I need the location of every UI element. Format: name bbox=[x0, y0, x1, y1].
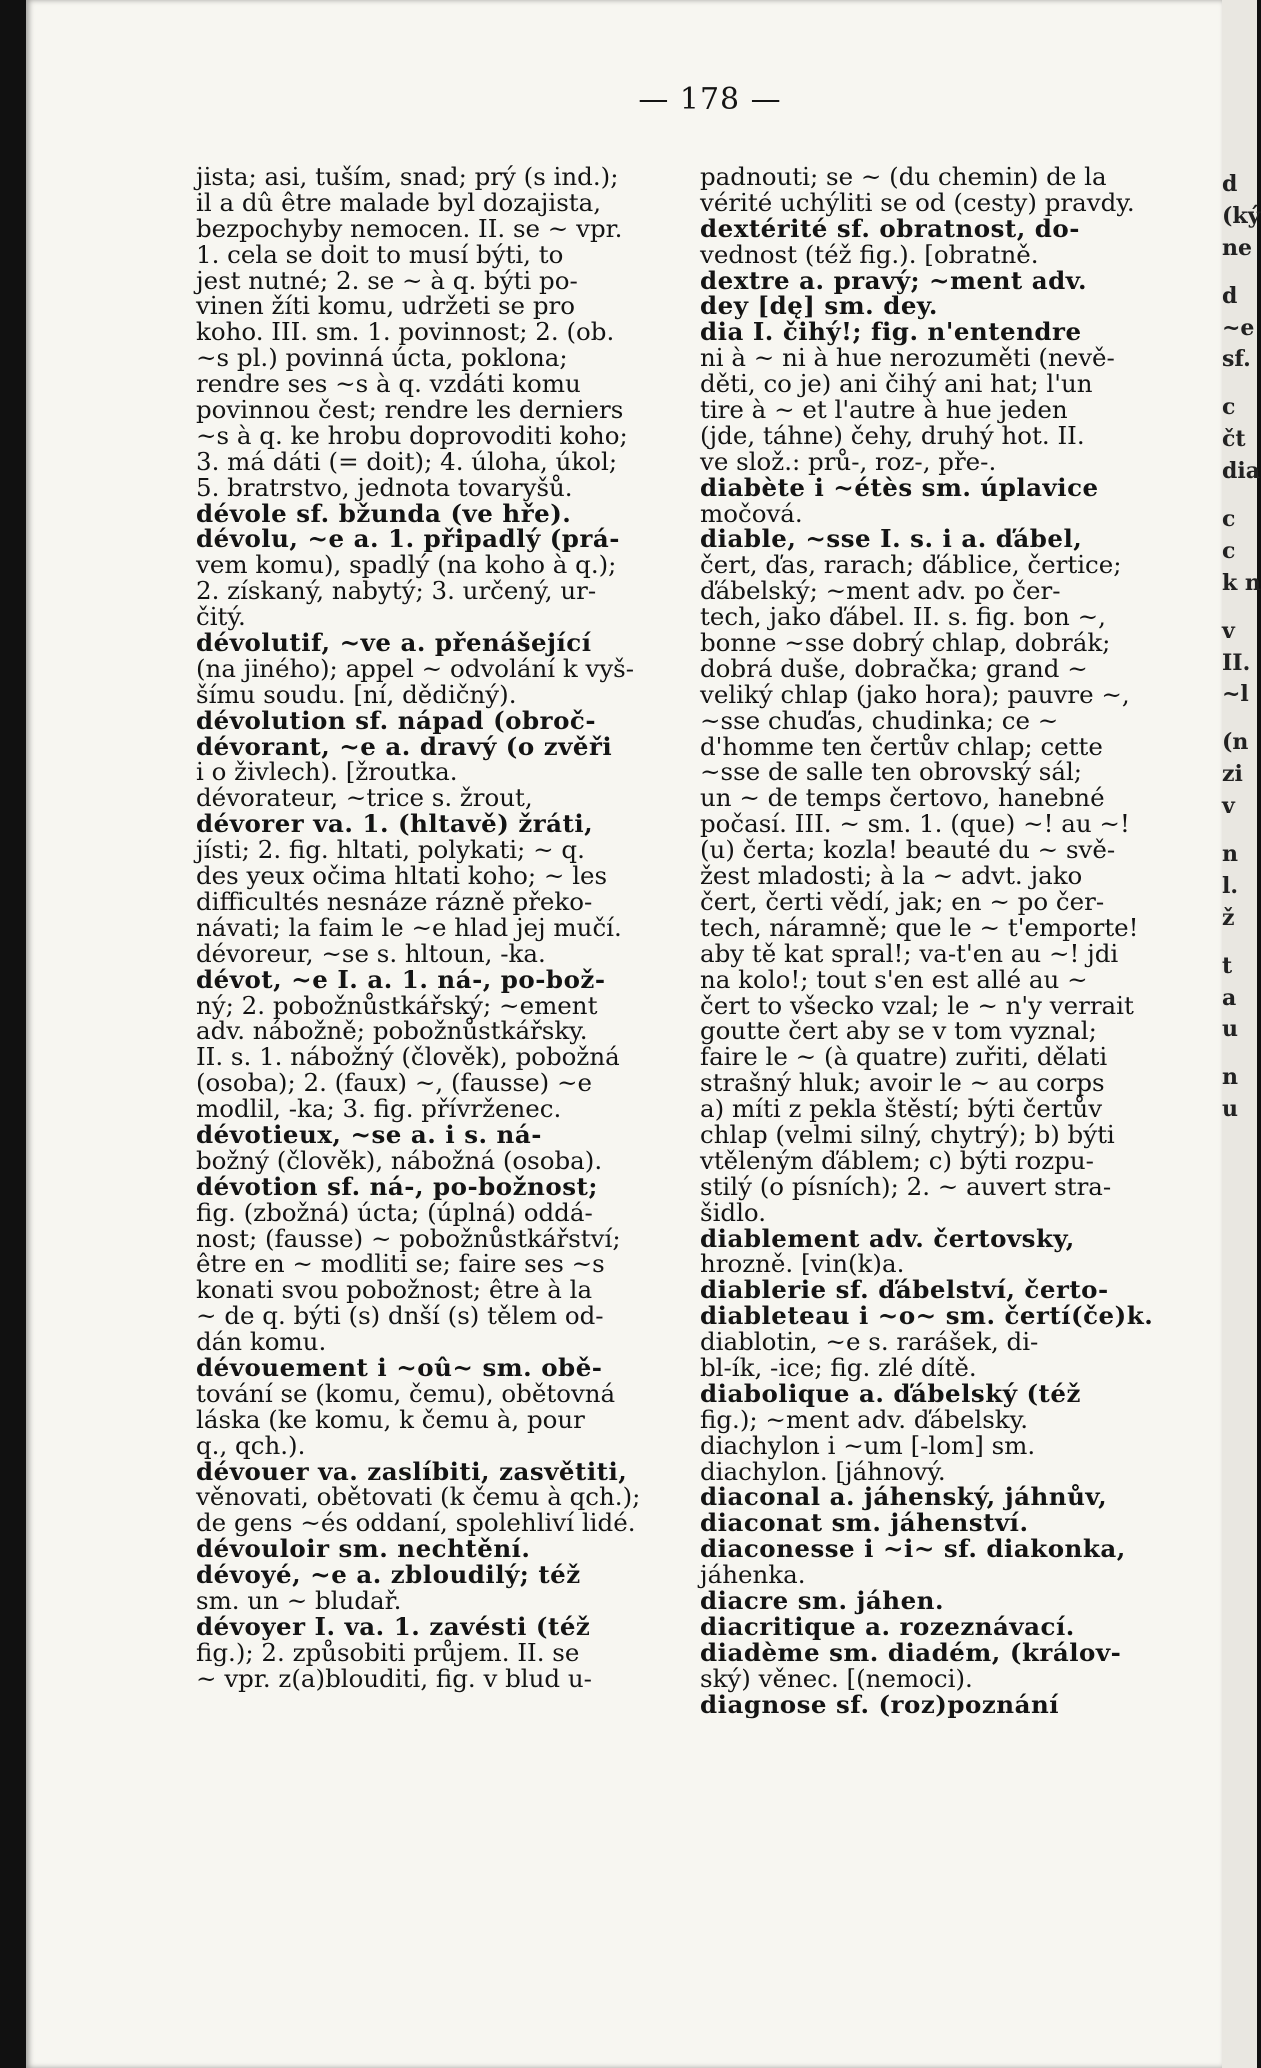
text-line: konati svou pobožnost; être à la bbox=[196, 1275, 593, 1305]
text-line: ~s pl.) povinná úcta, poklona; bbox=[196, 343, 568, 373]
text-line: návati; la faim le ~e hlad jej mučí. bbox=[196, 912, 622, 942]
text-line: dey [dę] sm. dey. bbox=[700, 291, 938, 321]
text-line: diablement adv. čertovsky, bbox=[700, 1223, 1075, 1253]
text-line: vednost (též fig.). [obratně. bbox=[700, 239, 1039, 269]
text-line: diadème sm. diadém, (králov- bbox=[700, 1637, 1122, 1667]
text-line: tech, náramně; que le ~ t'emporte! bbox=[700, 912, 1139, 942]
text-line: dévorateur, ~trice s. žrout, bbox=[196, 783, 533, 813]
right-column bbox=[700, 164, 1180, 1717]
text-line: rendre ses ~s à q. vzdáti komu bbox=[196, 369, 581, 399]
text-line: difficultés nesnáze rázně překo- bbox=[196, 886, 593, 916]
text-line: i o živlech). [žroutka. bbox=[196, 757, 458, 787]
text-line: čert to všecko vzal; le ~ n'y verrait bbox=[700, 990, 1134, 1020]
text-line: nost; (fausse) ~ pobožnůstkářství; bbox=[196, 1223, 621, 1253]
text-line: il a dû être malade byl dozajista, bbox=[196, 187, 602, 217]
text-line: vem komu), spadlý (na koho à q.); bbox=[196, 550, 617, 580]
text-line: diableteau i ~o~ sm. čertí(če)k. bbox=[700, 1301, 1154, 1331]
fragment-line: d bbox=[1222, 171, 1238, 197]
text-line: šímu soudu. [ní, dědičný). bbox=[196, 679, 517, 709]
fragment-line: čt bbox=[1222, 426, 1246, 453]
text-line: dévotion sf. ná-, po-božnost; bbox=[196, 1171, 598, 1201]
text-line: hrozně. [vin(k)a. bbox=[700, 1249, 905, 1279]
text-line: diacre sm. jáhen. bbox=[700, 1585, 945, 1615]
text-line: fig.); 2. způsobiti průjem. II. se bbox=[196, 1637, 580, 1667]
text-line: bl-ík, -ice; fig. zlé dítě. bbox=[700, 1352, 977, 1382]
fragment-line: sf. bbox=[1222, 346, 1251, 373]
text-line: jáhenka. bbox=[700, 1560, 806, 1590]
fragment-line: ž bbox=[1222, 904, 1235, 931]
text-line: être en ~ modliti se; faire ses ~s bbox=[196, 1249, 605, 1279]
text-line: diabète i ~étès sm. úplavice bbox=[700, 472, 1099, 502]
fragment-line: II. bbox=[1222, 649, 1251, 676]
text-line: povinnou čest; rendre les derniers bbox=[196, 395, 624, 425]
fragment-line: (ký bbox=[1222, 202, 1261, 229]
fragment-line: dia bbox=[1222, 458, 1260, 485]
page-number: — 178 — bbox=[638, 82, 782, 117]
fragment-line: ne bbox=[1222, 234, 1252, 261]
text-line: diabolique a. ďábelský (též bbox=[700, 1378, 1081, 1408]
text-line: počasí. III. ~ sm. 1. (que) ~! au ~! bbox=[700, 809, 1130, 839]
text-line: ~sse chuďas, chudinka; ce ~ bbox=[700, 705, 1059, 735]
text-line: aby tě kat spral!; va-t'en au ~! jdi bbox=[700, 938, 1119, 968]
text-line: dextérité sf. obratnost, do- bbox=[700, 213, 1080, 243]
text-line: ni à ~ ni à hue nerozuměti (nevě- bbox=[700, 343, 1115, 373]
text-line: dévoyer I. va. 1. zavésti (též bbox=[196, 1611, 591, 1641]
text-line: ďábelský; ~ment adv. po čer- bbox=[700, 576, 1061, 606]
text-line: vérité uchýliti se od (cesty) pravdy. bbox=[700, 187, 1135, 217]
text-line: dévot, ~e I. a. 1. ná-, po-bož- bbox=[196, 964, 606, 994]
text-line: stilý (o písních); 2. ~ auvert stra- bbox=[700, 1171, 1112, 1201]
text-line: jísti; 2. fig. hltati, polykati; ~ q. bbox=[196, 835, 585, 865]
fragment-line: n bbox=[1222, 1064, 1238, 1091]
text-line: diable, ~sse I. s. i a. ďábel, bbox=[700, 524, 1083, 554]
text-line: faire le ~ (à quatre) zuřiti, dělati bbox=[700, 1042, 1108, 1072]
text-line: adv. nábožně; pobožnůstkářsky. bbox=[196, 1016, 588, 1046]
text-line: diaconesse i ~i~ sf. diakonka, bbox=[700, 1534, 1126, 1564]
text-line: diachylon. [jáhnový. bbox=[700, 1456, 946, 1486]
text-line: diaconat sm. jáhenství. bbox=[700, 1508, 1029, 1538]
text-line: diaconal a. jáhenský, jáhnův, bbox=[700, 1482, 1108, 1512]
text-line: vtěleným ďáblem; c) býti rozpu- bbox=[700, 1145, 1094, 1175]
fragment-line: d bbox=[1222, 282, 1238, 309]
text-line: diachylon i ~um [-lom] sm. bbox=[700, 1430, 1036, 1460]
text-line: božný (člověk), nábožná (osoba). bbox=[196, 1145, 603, 1175]
text-line: bonne ~sse dobrý chlap, dobrák; bbox=[700, 628, 1111, 658]
text-line: čert, ďas, rarach; ďáblice, čertice; bbox=[700, 550, 1122, 580]
text-line: vinen žíti komu, udržeti se pro bbox=[196, 291, 575, 321]
text-line: des yeux očima hltati koho; ~ les bbox=[196, 861, 608, 891]
text-line: (osoba); 2. (faux) ~, (fausse) ~e bbox=[196, 1068, 592, 1098]
fragment-line: c bbox=[1222, 506, 1236, 533]
text-line: bezpochyby nemocen. II. se ~ vpr. bbox=[196, 213, 623, 243]
text-line: dobrá duše, dobračka; grand ~ bbox=[700, 653, 1088, 683]
fragment-line: t bbox=[1222, 952, 1233, 979]
fragment-line: v bbox=[1222, 793, 1235, 820]
text-line: d'homme ten čertův chlap; cette bbox=[700, 731, 1103, 761]
text-line: (u) čerta; kozla! beauté du ~ svě- bbox=[700, 835, 1116, 865]
text-line: tire à ~ et l'autre à hue jeden bbox=[700, 395, 1068, 425]
next-page-fragment-column bbox=[1222, 150, 1261, 1123]
fragment-line: l. bbox=[1222, 872, 1239, 899]
text-line: ský) věnec. [(nemoci). bbox=[700, 1663, 973, 1693]
text-line: ~sse de salle ten obrovský sál; bbox=[700, 757, 1083, 787]
text-line: tech, jako ďábel. II. s. fig. bon ~, bbox=[700, 602, 1106, 632]
text-line: ~ de q. býti (s) dnší (s) tělem od- bbox=[196, 1301, 604, 1331]
fragment-line: u bbox=[1222, 1016, 1238, 1043]
text-line: láska (ke komu, k čemu à, pour bbox=[196, 1404, 585, 1434]
text-line: 3. má dáti (= doit); 4. úloha, úkol; bbox=[196, 446, 618, 476]
text-line: dévolu, ~e a. 1. připadlý (prá- bbox=[196, 524, 620, 554]
text-line: koho. III. sm. 1. povinnost; 2. (ob. bbox=[196, 317, 615, 347]
text-line: padnouti; se ~ (du chemin) de la bbox=[700, 162, 1107, 191]
fragment-line: ~e bbox=[1222, 314, 1255, 341]
text-line: jest nutné; 2. se ~ à q. býti po- bbox=[196, 265, 578, 295]
text-line: močová. bbox=[700, 498, 803, 528]
text-line: dextre a. pravý; ~ment adv. bbox=[700, 265, 1088, 295]
text-line: 5. bratrstvo, jednota tovaryšů. bbox=[196, 472, 573, 502]
fragment-line: zi bbox=[1222, 761, 1243, 788]
text-line: (na jiného); appel ~ odvolání k vyš- bbox=[196, 653, 635, 683]
text-line: veliký chlap (jako hora); pauvre ~, bbox=[700, 679, 1130, 709]
text-line: modlil, -ka; 3. fig. přívrženec. bbox=[196, 1094, 562, 1124]
text-line: un ~ de temps čertovo, hanebné bbox=[700, 783, 1105, 813]
text-line: sm. un ~ bludař. bbox=[196, 1585, 402, 1615]
text-line: ~s à q. ke hrobu doprovoditi koho; bbox=[196, 420, 628, 450]
text-line: čert, čerti vědí, jak; en ~ po čer- bbox=[700, 886, 1105, 916]
text-line: dia I. čihý!; fig. n'entendre bbox=[700, 317, 1082, 347]
fragment-line: (n bbox=[1222, 729, 1249, 756]
text-line: dévoyé, ~e a. zbloudilý; též bbox=[196, 1560, 581, 1590]
fragment-line: c bbox=[1222, 394, 1236, 421]
text-line: jista; asi, tuším, snad; prý (s ind.); bbox=[196, 162, 619, 191]
fragment-line: n bbox=[1222, 841, 1238, 868]
fragment-line: c bbox=[1222, 537, 1236, 564]
text-line: a) míti z pekla štěstí; býti čertův bbox=[700, 1094, 1103, 1124]
text-line: žest mladosti; à la ~ advt. jako bbox=[700, 861, 1083, 891]
text-line: diacritique a. rozeznávací. bbox=[700, 1611, 1075, 1641]
text-line: dévouement i ~oû~ sm. obě- bbox=[196, 1352, 603, 1382]
text-line: strašný hluk; avoir le ~ au corps bbox=[700, 1068, 1105, 1098]
fragment-line: v bbox=[1222, 617, 1235, 644]
text-line: diablotin, ~e s. rarášek, di- bbox=[700, 1327, 1039, 1357]
fragment-line: k n bbox=[1222, 569, 1261, 596]
text-line: děti, co je) ani čihý ani hat; l'un bbox=[700, 369, 1093, 399]
text-line: fig. (zbožná) úcta; (úplná) oddá- bbox=[196, 1197, 593, 1227]
text-line: tování se (komu, čemu), obětovná bbox=[196, 1378, 616, 1408]
text-line: II. s. 1. nábožný (člověk), pobožná bbox=[196, 1042, 620, 1072]
text-line: 1. cela se doit to musí býti, to bbox=[196, 239, 564, 269]
fragment-line: ~l bbox=[1222, 681, 1249, 708]
left-column bbox=[196, 164, 666, 1692]
text-line: diablerie sf. ďábelství, čerto- bbox=[700, 1275, 1109, 1305]
text-line: ~ vpr. z(a)blouditi, fig. v blud u- bbox=[196, 1663, 592, 1693]
text-line: de gens ~és oddaní, spolehliví lidé. bbox=[196, 1508, 636, 1538]
text-line: fig.); ~ment adv. ďábelsky. bbox=[700, 1404, 1028, 1434]
text-line: dévorer va. 1. (hltavě) žráti, bbox=[196, 809, 594, 839]
text-line: dévotieux, ~se a. i s. ná- bbox=[196, 1119, 542, 1149]
text-line: dévouer va. zaslíbiti, zasvětiti, bbox=[196, 1456, 628, 1486]
text-line: dévorant, ~e a. dravý (o zvěři bbox=[196, 731, 613, 761]
text-line: ve slož.: prů-, roz-, pře-. bbox=[700, 446, 997, 476]
text-line: (jde, táhne) čehy, druhý hot. II. bbox=[700, 420, 1085, 450]
text-line: chlap (velmi silný, chytrý); b) býti bbox=[700, 1119, 1115, 1149]
text-line: dévolution sf. nápad (obroč- bbox=[196, 705, 596, 735]
text-line: ný; 2. pobožnůstkářský; ~ement bbox=[196, 990, 598, 1020]
fragment-line: u bbox=[1222, 1096, 1238, 1123]
text-line: 2. získaný, nabytý; 3. určený, ur- bbox=[196, 576, 597, 606]
text-line: dévoreur, ~se s. hltoun, -ka. bbox=[196, 938, 546, 968]
text-line: dévole sf. bžunda (ve hře). bbox=[196, 498, 572, 528]
text-line: diagnose sf. (roz)poznání bbox=[700, 1689, 1060, 1719]
text-line: věnovati, obětovati (k čemu à qch.); bbox=[196, 1482, 641, 1512]
text-line: dévouloir sm. nechtění. bbox=[196, 1534, 531, 1564]
fragment-line: a bbox=[1222, 984, 1237, 1011]
text-line: na kolo!; tout s'en est allé au ~ bbox=[700, 964, 1088, 994]
text-line: šidlo. bbox=[700, 1197, 767, 1227]
text-line: dévolutif, ~ve a. přenášející bbox=[196, 628, 592, 658]
text-line: dán komu. bbox=[196, 1327, 327, 1357]
text-line: q., qch.). bbox=[196, 1430, 306, 1460]
text-line: goutte čert aby se v tom vyznal; bbox=[700, 1016, 1097, 1046]
text-line: čitý. bbox=[196, 602, 246, 632]
